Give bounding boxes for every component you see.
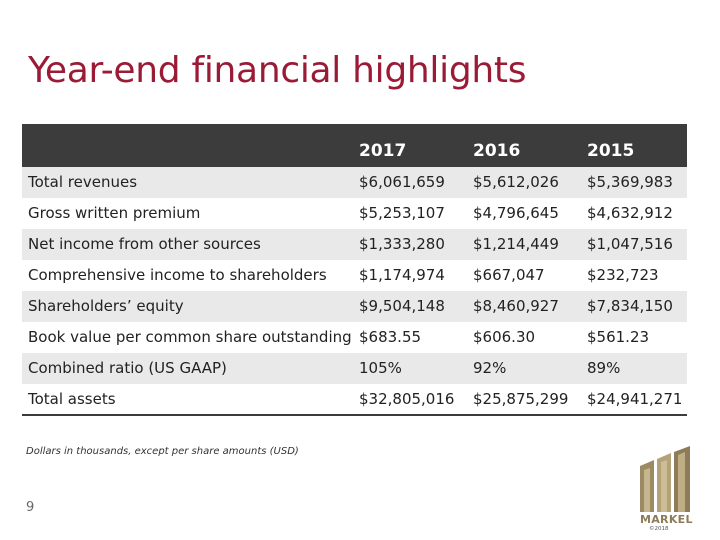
row-label: Net income from other sources	[28, 235, 261, 253]
table-row	[22, 167, 687, 198]
markel-building-logo-icon	[636, 446, 696, 514]
row-label: Gross written premium	[28, 204, 201, 222]
cell-2017: $1,174,974	[359, 266, 445, 284]
page-number: 9	[26, 500, 35, 515]
row-label: Shareholders’ equity	[28, 297, 184, 315]
cell-2015: $232,723	[587, 266, 659, 284]
cell-2016: $667,047	[473, 266, 545, 284]
cell-2017: $1,333,280	[359, 235, 445, 253]
cell-2016: $25,875,299	[473, 390, 569, 408]
cell-2016: $4,796,645	[473, 204, 559, 222]
cell-2016: $1,214,449	[473, 235, 559, 253]
table-header-row	[22, 124, 687, 167]
cell-2015: $24,941,271	[587, 390, 683, 408]
cell-2016: $8,460,927	[473, 297, 559, 315]
table-row	[22, 291, 687, 322]
cell-2017: $9,504,148	[359, 297, 445, 315]
cell-2015: $1,047,516	[587, 235, 673, 253]
page-title: Year-end financial highlights	[28, 50, 527, 91]
cell-2017: $5,253,107	[359, 204, 445, 222]
cell-2015: 89%	[587, 359, 621, 377]
row-label: Combined ratio (US GAAP)	[28, 359, 227, 377]
cell-2016: 92%	[473, 359, 507, 377]
cell-2017: $6,061,659	[359, 173, 445, 191]
table-row	[22, 260, 687, 291]
table-row	[22, 322, 687, 353]
cell-2015: $561.23	[587, 328, 650, 346]
cell-2015: $7,834,150	[587, 297, 673, 315]
header-2015: 2015	[587, 140, 635, 161]
logo-wordmark: MARKEL	[640, 513, 693, 526]
header-blank	[22, 124, 351, 167]
cell-2017: $683.55	[359, 328, 422, 346]
copyright: ©2018	[649, 526, 669, 532]
row-label: Total assets	[28, 390, 116, 408]
row-label: Total revenues	[28, 173, 138, 191]
cell-2015: $5,369,983	[587, 173, 673, 191]
cell-2017: 105%	[359, 359, 402, 377]
table-row	[22, 229, 687, 260]
table-row	[22, 384, 687, 415]
cell-2017: $32,805,016	[359, 390, 455, 408]
table-row	[22, 198, 687, 229]
cell-2016: $606.30	[473, 328, 536, 346]
header-2016: 2016	[473, 140, 521, 161]
cell-2016: $5,612,026	[473, 173, 559, 191]
financial-highlights-table	[22, 124, 687, 416]
table-row	[22, 353, 687, 384]
footnote: Dollars in thousands, except per share amounts (USD)	[26, 446, 299, 457]
row-label: Book value per common share outstanding	[28, 328, 352, 346]
cell-2015: $4,632,912	[587, 204, 673, 222]
header-2017: 2017	[359, 140, 407, 161]
row-label: Comprehensive income to shareholders	[28, 266, 327, 284]
